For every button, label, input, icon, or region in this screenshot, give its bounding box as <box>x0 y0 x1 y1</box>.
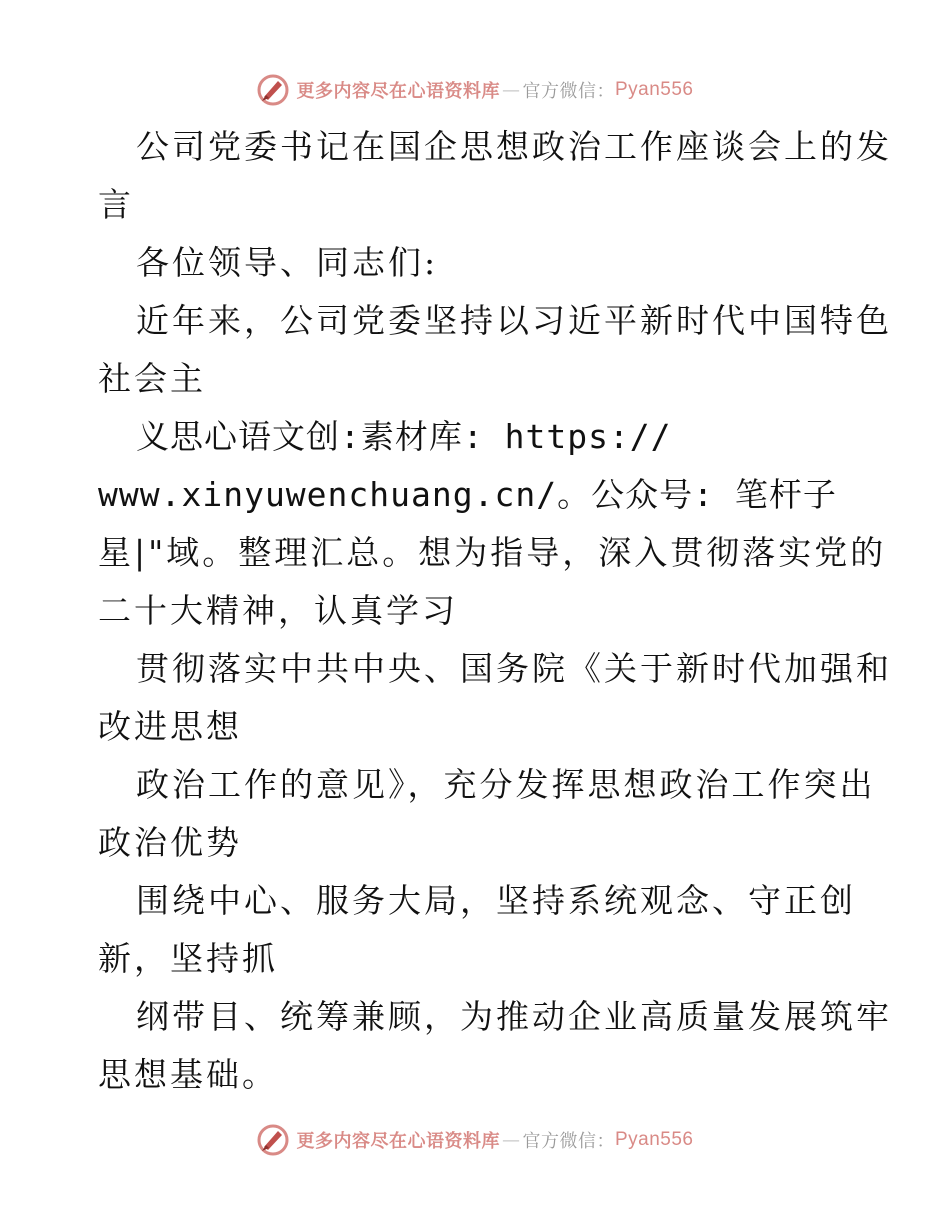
document-line: 社会主 <box>98 359 206 398</box>
watermark-separator: — <box>501 79 521 101</box>
watermark-wechat-id: Pyan556 <box>614 1129 694 1150</box>
watermark-site-text: 更多内容尽在心语资料库 <box>296 1131 500 1152</box>
watermark-separator: — <box>501 1129 521 1151</box>
watermark-wechat-label: 官方微信： <box>522 1131 615 1152</box>
document-line: 贯彻落实中共中央、国务院《关于新时代加强和 <box>136 649 892 688</box>
document-line: 纲带目、统筹兼顾，为推动企业高质量发展筑牢 <box>136 997 892 1036</box>
watermark-site-text: 更多内容尽在心语资料库 <box>296 81 500 102</box>
document-line: 新，坚持抓 <box>98 939 278 978</box>
document-line: 改进思想 <box>98 707 242 746</box>
document-line: 政治优势 <box>98 823 242 862</box>
document-line: 围绕中心、服务大局，坚持系统观念、守正创 <box>136 881 856 920</box>
document-body <box>98 118 892 1104</box>
document-line: 公司党委书记在国企思想政治工作座谈会上的发 <box>136 127 892 166</box>
header-watermark <box>0 70 950 110</box>
document-line: 近年来，公司党委坚持以习近平新时代中国特色 <box>136 301 892 340</box>
document-line: www.xinyuwenchuang.cn/。公众号: 笔杆子 <box>98 475 837 514</box>
document-line: 二十大精神，认真学习 <box>98 591 458 630</box>
document-line: 言 <box>98 185 134 224</box>
watermark-wechat-id: Pyan556 <box>614 79 694 100</box>
pen-ribbon-logo-icon <box>256 1123 290 1157</box>
watermark-wechat-label: 官方微信： <box>522 81 615 102</box>
document-line: 思想基础。 <box>98 1055 278 1094</box>
document-line: 星|"域。整理汇总。想为指导，深入贯彻落实党的 <box>98 533 887 572</box>
document-line: 政治工作的意见》，充分发挥思想政治工作突出 <box>136 765 876 804</box>
document-line: 义思心语文创:素材库: https:// <box>136 417 672 456</box>
pen-ribbon-logo-icon <box>256 73 290 107</box>
document-line: 各位领导、同志们: <box>136 243 439 282</box>
footer-watermark <box>0 1120 950 1160</box>
